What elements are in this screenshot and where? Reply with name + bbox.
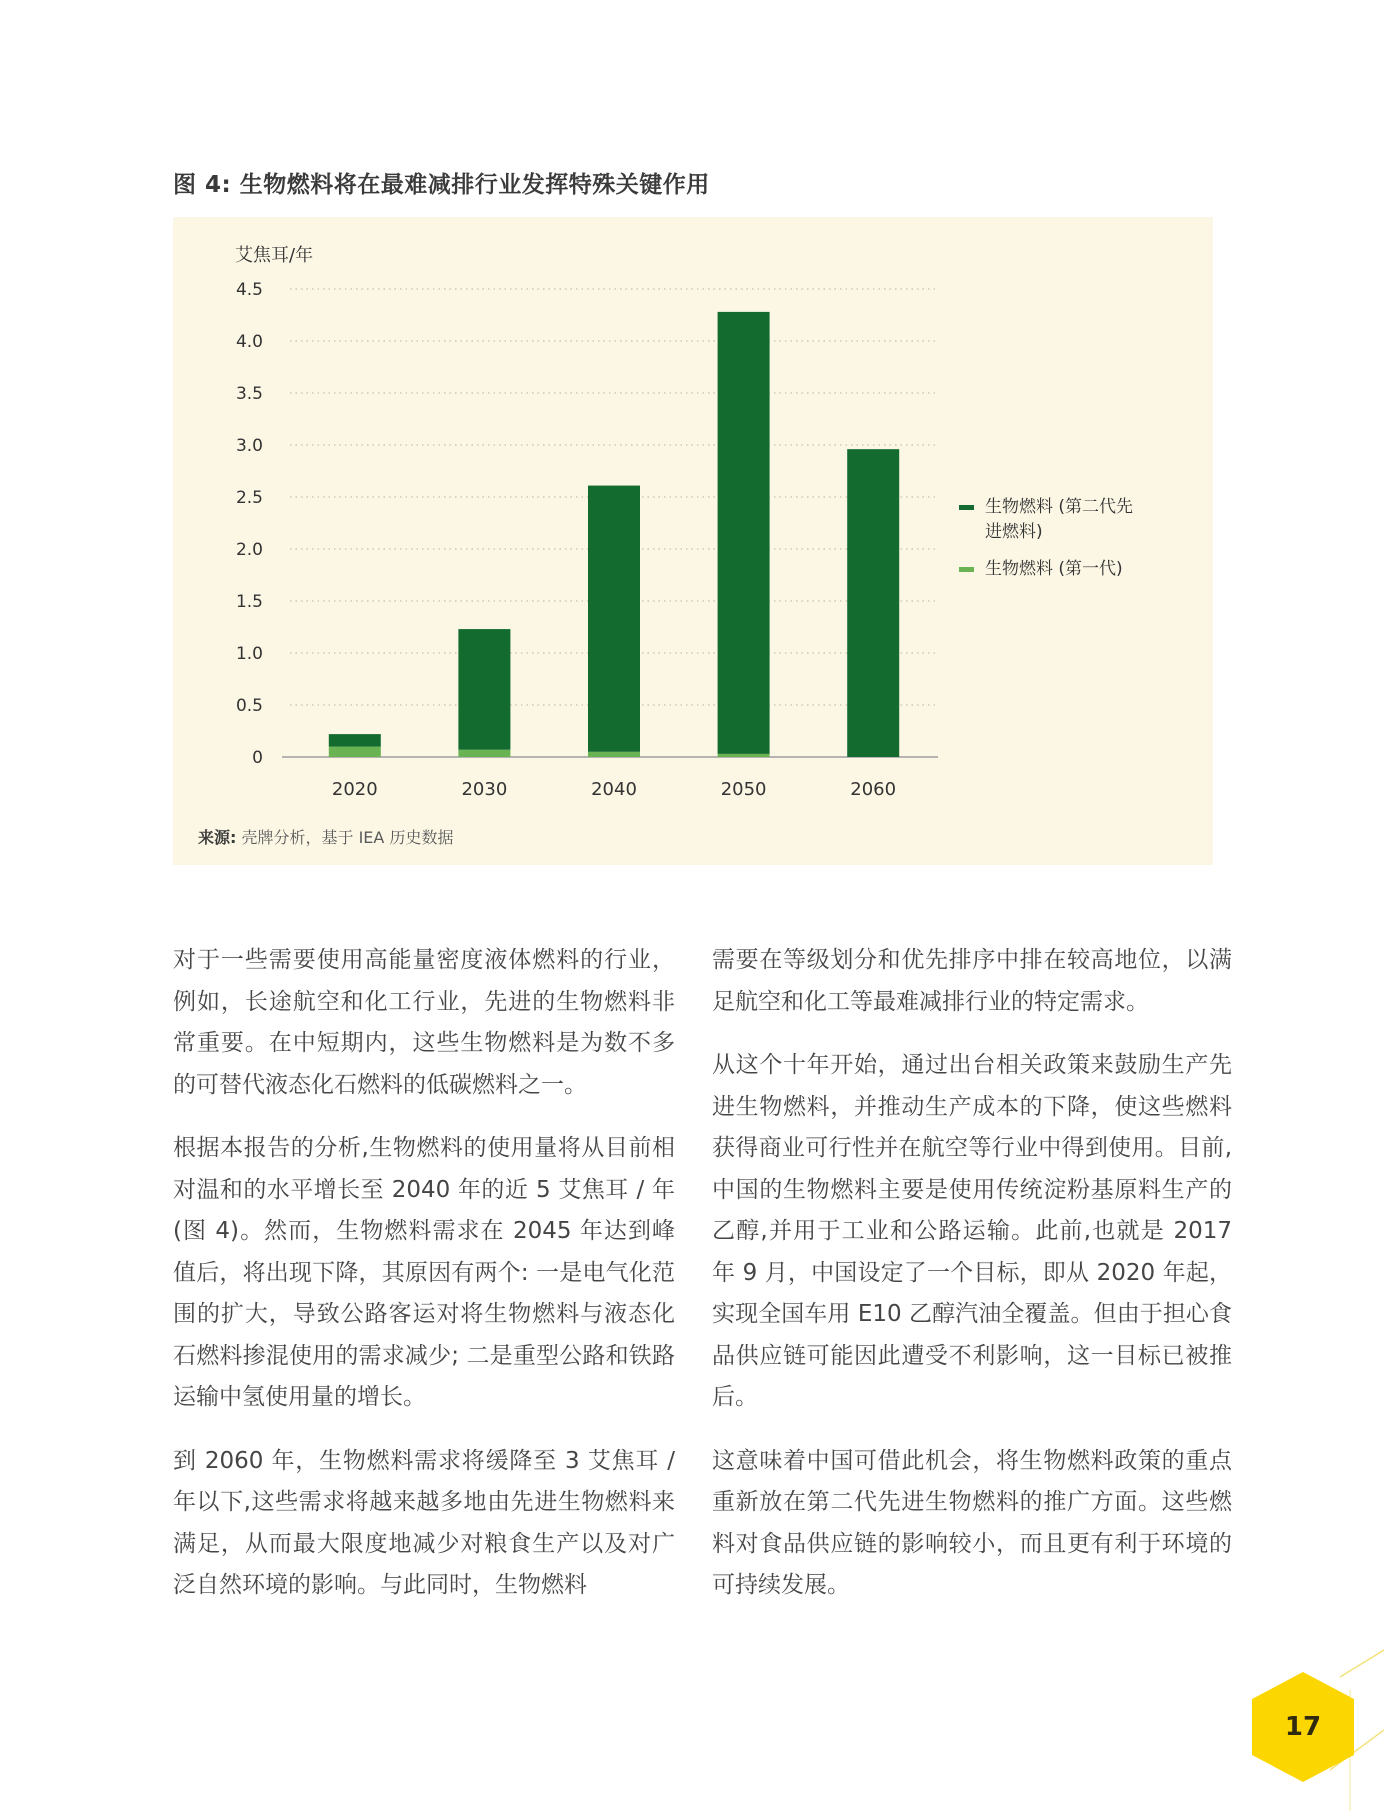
legend-label: 进燃料)	[985, 522, 1043, 542]
y-tick-label: 2.5	[235, 488, 263, 508]
y-tick-label: 2.0	[235, 540, 263, 560]
x-tick-label: 2020	[331, 779, 378, 800]
x-tick-label: 2030	[461, 779, 508, 800]
y-tick-label: 1.0	[235, 644, 263, 664]
paragraph: 根据本报告的分析,生物燃料的使用量将从目前相对温和的水平增长至 2040 年的近 5 艾焦耳 / 年 (图 4)。然而，生物燃料需求在 2045 年达到峰值后，将出现下降，其原因有两个: 一是电气化范围的扩大，导致公路客运对将生物燃料与液态化石燃料掺混使用的需求减少; 二是重型公路和铁路运输中氢使用量的增长。	[173, 1135, 675, 1410]
y-tick-label: 0.5	[235, 696, 263, 716]
page-number-badge	[1252, 1672, 1354, 1782]
x-tick-label: 2060	[850, 779, 897, 800]
x-tick-label: 2050	[720, 779, 767, 800]
y-axis-label: 艾焦耳/年	[235, 245, 314, 266]
y-tick-label: 4.0	[235, 332, 263, 352]
y-tick-label: 3.0	[235, 436, 263, 456]
legend-label: 生物燃料 (第一代)	[985, 559, 1123, 579]
paragraph: 需要在等级划分和优先排序中排在较高地位，以满足航空和化工等最难减排行业的特定需求。	[712, 947, 1232, 1015]
paragraph: 到 2060 年，生物燃料需求将缓降至 3 艾焦耳 / 年以下,这些需求将越来越多地由先进生物燃料来满足，从而最大限度地减少对粮食生产以及对广泛自然环境的影响。与此同时，生物燃料	[173, 1447, 675, 1598]
y-tick-label: 4.5	[235, 280, 263, 300]
source-label: 来源:	[198, 828, 237, 847]
figure-title: 图 4: 生物燃料将在最难减排行业发挥特殊关键作用	[173, 172, 710, 198]
paragraph: 从这个十年开始，通过出台相关政策来鼓励生产先进生物燃料，并推动生产成本的下降，使这些燃料获得商业可行性并在航空等行业中得到使用。目前,中国的生物燃料主要是使用传统淀粉基原料生产的乙醇,并用于工业和公路运输。此前,也就是 2017 年 9 月，中国设定了一个目标，即从 2020 年起，实现全国车用 E10 乙醇汽油全覆盖。但由于担心食品供应链可能因此遭受不利影响，这一目标已被推后。	[712, 1052, 1232, 1410]
paragraph: 这意味着中国可借此机会，将生物燃料政策的重点重新放在第二代先进生物燃料的推广方面。这些燃料对食品供应链的影响较小，而且更有利于环境的可持续发展。	[712, 1447, 1232, 1598]
y-tick-label: 0	[252, 748, 263, 768]
x-tick-label: 2040	[591, 779, 637, 800]
legend-label: 生物燃料 (第二代先	[985, 497, 1134, 517]
y-tick-label: 3.5	[235, 384, 263, 404]
page-number: 17	[1284, 1712, 1322, 1742]
source-text: 壳牌分析，基于 IEA 历史数据	[241, 828, 454, 847]
y-tick-label: 1.5	[235, 592, 263, 612]
paragraph: 对于一些需要使用高能量密度液体燃料的行业，例如，长途航空和化工行业，先进的生物燃料非常重要。在中短期内，这些生物燃料是为数不多的可替代液态化石燃料的低碳燃料之一。	[173, 947, 675, 1098]
